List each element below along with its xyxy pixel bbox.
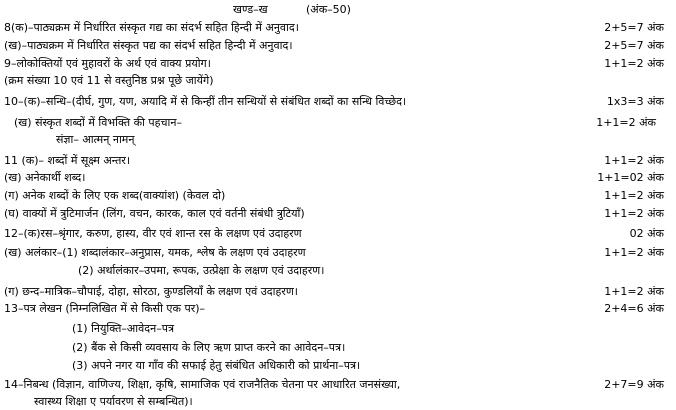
syllabus-row: [0, 393, 676, 410]
row-text: (2) अर्थालंकार–उपमा, रूपक, उत्प्रेक्षा के लक्षण एवं उदाहरण।: [78, 264, 325, 277]
syllabus-row: [0, 114, 676, 131]
row-marks: 2+7=9 अंक: [604, 378, 664, 391]
syllabus-row: [0, 300, 676, 317]
syllabus-row: [0, 339, 676, 356]
syllabus-row: [0, 37, 676, 54]
syllabus-row: [0, 357, 676, 374]
row-text: (ग) छन्द–मात्रिक–चौपाई, दोहा, सोरठा, कुण्डलियाँ के लक्षण एवं उदाहरण।: [4, 285, 298, 298]
row-text: (घ) वाक्यों में त्रुटिमार्जन (लिंग, वचन, कारक, काल एवं वर्तनी संबंधी त्रुटियाँ): [4, 207, 305, 220]
row-text: संज्ञा– आत्मन् नामन्: [56, 133, 135, 146]
row-text: 14–निबन्ध (विज्ञान, वाणिज्य, शिक्षा, कृषि, सामाजिक एवं राजनैतिक चेतना पर आधारित जनसंख्या,: [4, 378, 401, 391]
syllabus-row: [0, 376, 676, 393]
row-text: (3) अपने नगर या गाँव की सफाई हेतु संबंधित अधिकारी को प्रार्थना–पत्र।: [72, 359, 361, 372]
row-text: स्वास्थ्य शिक्षा ए पर्यावरण से सम्बन्धित)।: [34, 395, 193, 408]
syllabus-row: [0, 19, 676, 36]
syllabus-row: [0, 205, 676, 222]
syllabus-row: [0, 283, 676, 300]
row-marks: 1+1=2 अंक: [604, 57, 664, 70]
syllabus-row: [0, 152, 676, 169]
syllabus-row: [0, 244, 676, 261]
row-text: (ख) अलंकार–(1) शब्दालंकार–अनुप्रास, यमक, श्लेष के लक्षण एवं उदाहरण: [4, 246, 306, 259]
syllabus-row: [0, 55, 676, 72]
syllabus-row: [0, 225, 676, 242]
row-text: (ख) संस्कृत शब्दों में विभक्ति की पहचान–: [14, 116, 182, 129]
syllabus-row: [0, 72, 676, 89]
row-text: 10–(क)–सन्धि–(दीर्घ, गुण, यण, अयादि में से किन्हीं तीन सन्धियों से संबंधित शब्दों का सन्धि विच्छेद।: [4, 95, 407, 108]
row-text: 8(क)–पाठ्यक्रम में निर्धारित संस्कृत गद्य का संदर्भ सहित हिन्दी में अनुवाद।: [4, 21, 299, 34]
row-text: (ख) अनेकार्थी शब्द।: [4, 171, 86, 184]
row-text: (ग) अनेक शब्दों के लिए एक शब्द(वाक्यांश) (केवल दो): [4, 189, 226, 202]
row-text: 13–पत्र लेखन (निम्नलिखित में से किसी एक पर)–: [4, 302, 206, 315]
row-text: (ख)–पाठ्यक्रम में निर्धारित संस्कृत पद्य का संदर्भ सहित हिन्दी में अनुवाद।: [4, 39, 293, 52]
syllabus-row: [0, 169, 676, 186]
row-marks: 1+1=2 अंक: [604, 189, 664, 202]
section-header: [0, 1, 676, 18]
syllabus-row: [0, 262, 676, 279]
syllabus-row: [0, 320, 676, 337]
row-marks: 1x3=3 अंक: [606, 95, 664, 108]
section-title: खण्ड–ख: [233, 3, 268, 16]
row-text: (1) नियुक्ति–आवेदन–पत्र: [72, 322, 175, 335]
row-marks: 1+1=2 अंक: [604, 246, 664, 259]
row-marks: 1+1=2 अंक: [604, 285, 664, 298]
row-marks: 1+1=02 अंक: [597, 171, 664, 184]
row-marks: 1+1=2 अंक: [604, 207, 664, 220]
row-text: 12–(क)रस–श्रृंगार, करुण, हास्य, वीर एवं शान्त रस के लक्षण एवं उदाहरण: [4, 227, 302, 240]
row-marks: 2+4=6 अंक: [604, 302, 664, 315]
syllabus-row: [0, 93, 676, 110]
row-marks: 2+5=7 अंक: [604, 21, 664, 34]
row-text: (2) बैंक से किसी व्यवसाय के लिए ऋण प्राप्त करने का आवेदन–पत्र।: [72, 341, 346, 354]
row-marks: 1+1=2 अंक: [604, 154, 664, 167]
section-marks: (अंक–50): [306, 3, 351, 16]
row-text: (क्रम संख्या 10 एवं 11 से वस्तुनिष्ठ प्रश्न पूछे जायेंगे): [4, 74, 214, 87]
syllabus-row: [0, 187, 676, 204]
row-text: 11 (क)– शब्दों में सूक्ष्म अन्तर।: [4, 154, 131, 167]
row-marks: 1+1=2 अंक: [596, 116, 656, 129]
row-marks: 02 अंक: [629, 227, 664, 240]
row-marks: 2+5=7 अंक: [604, 39, 664, 52]
syllabus-row: [0, 131, 676, 148]
row-text: 9–लोकोक्तियों एवं मुहावरों के अर्थ एवं वाक्य प्रयोग।: [4, 57, 211, 70]
